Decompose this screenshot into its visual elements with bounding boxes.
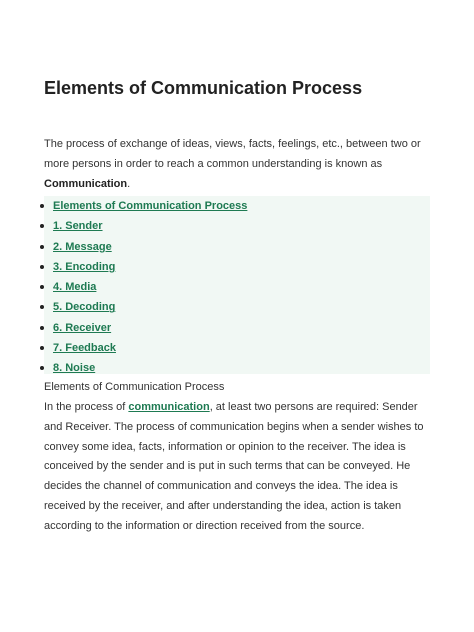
toc-item xyxy=(44,196,430,216)
toc-link-media[interactable]: 4. Media xyxy=(53,281,97,294)
body-text-rest: , at least two persons are required: Sender and Receiver. The process of communication begins when a sender wishes to convey some idea, facts, information or opinion to the receiver. The idea is conceived by the sender and is put in such terms that can be conveyed. He decides the channel of communication and conveys the idea. The idea is received by the receiver, and after understanding the idea, action is taken according to the information or direction received from the source. xyxy=(44,401,424,532)
bullet-icon xyxy=(40,326,44,330)
intro-paragraph xyxy=(44,134,432,194)
communication-link[interactable]: communication xyxy=(128,401,210,413)
toc-item xyxy=(44,277,430,297)
intro-text: The process of exchange of ideas, views, facts, feelings, etc., between two or more persons in order to reach a common understanding is known as xyxy=(44,138,421,170)
bullet-icon xyxy=(40,305,44,309)
toc-item xyxy=(44,318,430,338)
toc-item xyxy=(44,257,430,277)
figure-caption: Elements of Communication Process xyxy=(44,381,225,393)
toc-link-encoding[interactable]: 3. Encoding xyxy=(53,260,116,273)
toc-item xyxy=(44,358,430,378)
body-text-start: In the process of xyxy=(44,401,129,413)
body-paragraph xyxy=(44,398,430,537)
toc-item xyxy=(44,297,430,317)
bullet-icon xyxy=(40,346,44,350)
toc-link-receiver[interactable]: 6. Receiver xyxy=(53,321,112,334)
toc-list xyxy=(44,196,430,379)
intro-text-end: . xyxy=(127,178,131,190)
toc-link-decoding[interactable]: 5. Decoding xyxy=(53,301,116,314)
toc-link-noise[interactable]: 8. Noise xyxy=(53,362,96,375)
page-title: Elements of Communication Process xyxy=(44,78,363,98)
bullet-icon xyxy=(40,366,44,370)
toc-link-message[interactable]: 2. Message xyxy=(53,240,112,253)
intro-bold-term: Communication xyxy=(44,178,128,190)
bullet-icon xyxy=(40,265,44,269)
bullet-icon xyxy=(40,285,44,289)
toc-link-elements[interactable]: Elements of Communication Process xyxy=(53,200,248,212)
toc-item xyxy=(44,216,430,236)
toc-item xyxy=(44,237,430,257)
toc-link-sender[interactable]: 1. Sender xyxy=(53,220,103,233)
toc-link-feedback[interactable]: 7. Feedback xyxy=(53,342,116,355)
toc-item xyxy=(44,338,430,358)
bullet-icon xyxy=(40,224,44,228)
table-of-contents xyxy=(44,196,430,374)
bullet-icon xyxy=(40,204,44,208)
bullet-icon xyxy=(40,245,44,249)
